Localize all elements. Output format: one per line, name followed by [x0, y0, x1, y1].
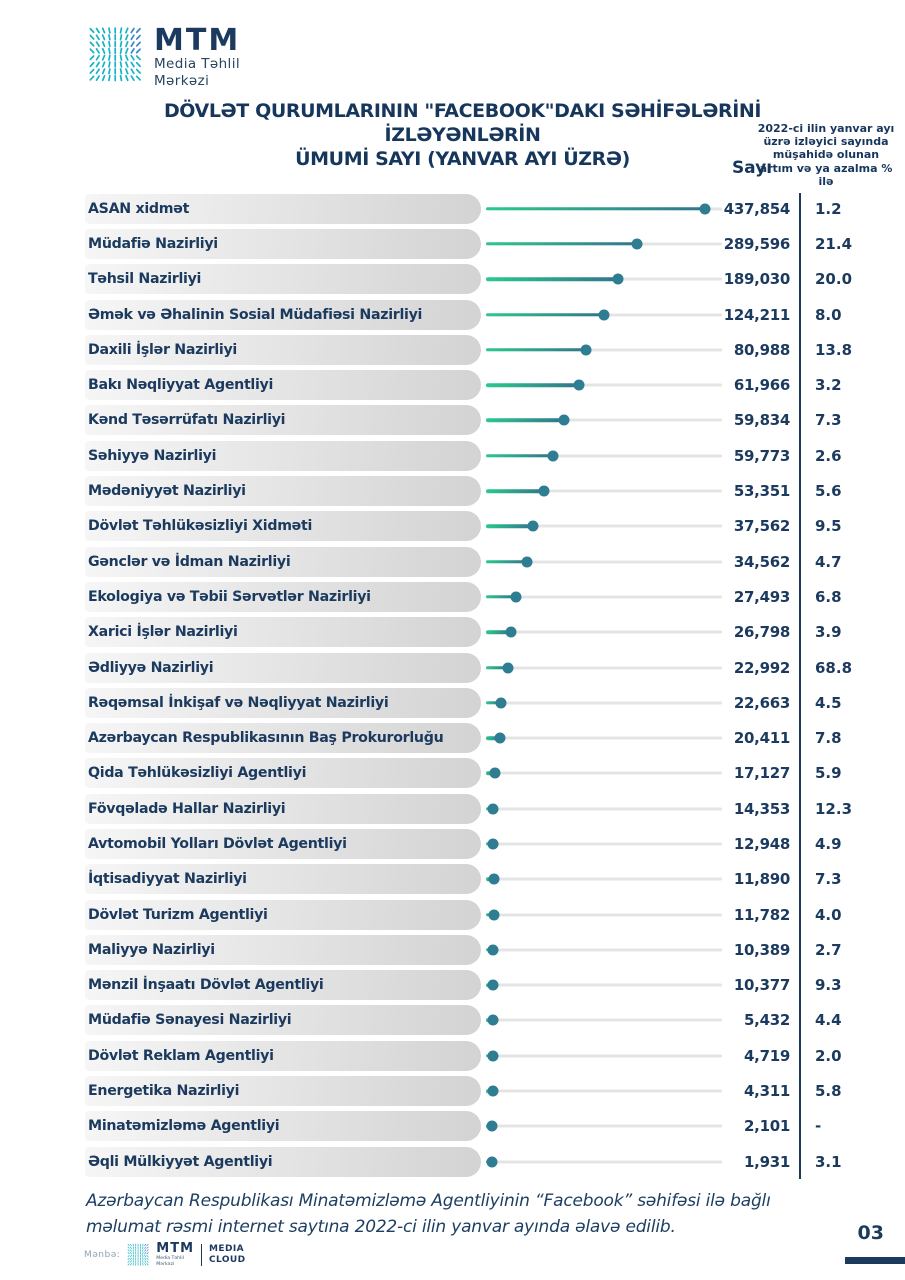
org-row — [85, 1109, 895, 1144]
lollipop-bar — [486, 413, 722, 427]
bar-track — [486, 595, 722, 598]
org-label-pill — [85, 653, 481, 683]
org-label-pill — [85, 758, 481, 788]
follower-count: 14,353 — [733, 799, 790, 818]
bar-dot — [496, 697, 507, 708]
org-row — [85, 297, 895, 332]
follower-count: 22,663 — [733, 693, 790, 712]
lollipop-bar — [486, 590, 722, 604]
follower-count: 2,101 — [744, 1117, 790, 1136]
org-row — [85, 1073, 895, 1108]
org-label: Daxili İşlər Nazirliyi — [88, 341, 237, 358]
change-percent: 8.0 — [815, 305, 842, 324]
bar-line — [486, 489, 544, 493]
change-percent: 7.3 — [815, 411, 842, 430]
org-label: Əmək və Əhalinin Sosial Müdafiəsi Nazirliyi — [88, 306, 423, 323]
change-percent: 7.8 — [815, 729, 842, 748]
org-row — [85, 332, 895, 367]
org-row — [85, 1038, 895, 1073]
org-label: Fövqəladə Hallar Nazirliyi — [88, 800, 286, 817]
bar-dot — [599, 309, 610, 320]
column-header-count: Sayı — [731, 158, 773, 178]
org-label: Təhsil Nazirliyi — [88, 271, 202, 288]
bar-track — [486, 1054, 722, 1057]
org-label-pill — [85, 723, 481, 753]
org-label: Avtomobil Yolları Dövlət Agentliyi — [88, 835, 347, 852]
bar-dot — [522, 556, 533, 567]
follower-count: 20,411 — [733, 729, 790, 748]
bar-dot — [487, 1156, 498, 1167]
follower-count: 11,782 — [733, 905, 790, 924]
bar-track — [486, 878, 722, 881]
bar-dot — [632, 238, 643, 249]
brand-name: MTM — [154, 23, 241, 58]
bar-line — [486, 348, 586, 352]
org-label-pill — [85, 476, 481, 506]
change-percent: 13.8 — [815, 340, 853, 359]
org-row — [85, 650, 895, 685]
lollipop-bar — [486, 872, 722, 886]
org-row — [85, 1003, 895, 1038]
bar-dot — [510, 591, 521, 602]
org-row — [85, 897, 895, 932]
brand-subtitle-line2: Mərkəzi — [154, 72, 210, 89]
bar-line — [486, 419, 564, 423]
bar-track — [486, 1160, 722, 1163]
mtm-logo-small-icon — [127, 1243, 149, 1266]
bar-dot — [487, 1015, 498, 1026]
footnote: Azərbaycan Respublikası Minatəmizləmə Agentliyinin “Facebook” səhifəsi ilə bağlı məlumat rəsmi internet saytına 2022-ci ilin yanvar ayında əlavə edilib. — [86, 1191, 771, 1238]
bar-dot — [487, 1121, 498, 1132]
org-label-pill — [85, 829, 481, 859]
org-label-pill — [85, 547, 481, 577]
lollipop-bar — [486, 1119, 722, 1133]
org-label-pill — [85, 300, 481, 330]
org-label: ASAN xidmət — [88, 200, 190, 217]
org-label-pill — [85, 1147, 481, 1177]
lollipop-bar — [486, 343, 722, 357]
org-row — [85, 615, 895, 650]
follower-count: 80,988 — [733, 340, 790, 359]
change-percent: 4.5 — [815, 693, 842, 712]
brand-subtitle-line1: Media Təhlil — [154, 56, 240, 72]
change-percent: 1.2 — [815, 199, 842, 218]
follower-count: 11,890 — [733, 870, 790, 889]
bar-line — [486, 313, 604, 317]
org-label: Müdafiə Nazirliyi — [88, 235, 218, 252]
lollipop-bar — [486, 555, 722, 569]
lollipop-bar — [486, 802, 722, 816]
bar-track — [486, 948, 722, 951]
org-label: Energetika Nazirliyi — [88, 1083, 240, 1100]
change-percent: 5.8 — [815, 1082, 842, 1101]
mtm-logo — [88, 23, 241, 90]
bar-track — [486, 913, 722, 916]
lollipop-bar — [486, 661, 722, 675]
page-number: 03 — [857, 1222, 884, 1244]
lollipop-bar — [486, 943, 722, 957]
org-label-pill — [85, 582, 481, 612]
lollipop-bar — [486, 1155, 722, 1169]
bar-dot — [488, 980, 499, 991]
org-row — [85, 544, 895, 579]
org-label: Səhiyyə Nazirliyi — [88, 447, 217, 464]
partner-line1: MEDIA — [209, 1244, 244, 1255]
follower-count: 189,030 — [723, 270, 790, 289]
rows — [85, 191, 895, 1179]
org-label: Rəqəmsal İnkişaf və Nəqliyyat Nazirliyi — [88, 694, 389, 711]
column-header-change: 2022-ci ilin yanvar ayı üzrə izləyici sayında müşahidə olunan artım və ya azalma % ilə — [757, 122, 895, 188]
source-brand-sub2: Mərkəzi — [156, 1261, 175, 1267]
org-row — [85, 367, 895, 402]
lollipop-bar — [486, 519, 722, 533]
mtm-logo-icon — [88, 26, 142, 82]
org-label-pill — [85, 688, 481, 718]
org-label-pill — [85, 405, 481, 435]
org-label-pill — [85, 1076, 481, 1106]
org-row — [85, 968, 895, 1003]
org-label-pill — [85, 194, 481, 224]
lollipop-bar — [486, 484, 722, 498]
lollipop-bar — [486, 625, 722, 639]
org-row — [85, 756, 895, 791]
bar-dot — [700, 203, 711, 214]
page-title-line2: ÜMUMİ SAYI (YANVAR AYI ÜZRƏ) — [295, 147, 630, 170]
lollipop-bar — [486, 1049, 722, 1063]
change-percent: 12.3 — [815, 799, 853, 818]
change-percent: 2.6 — [815, 446, 842, 465]
org-label-pill — [85, 970, 481, 1000]
bar-line — [486, 207, 705, 211]
org-label: Qida Təhlükəsizliyi Agentliyi — [88, 765, 307, 782]
org-label: Azərbaycan Respublikasının Baş Prokurorluğu — [88, 730, 444, 747]
change-percent: 4.9 — [815, 834, 842, 853]
org-label: Əqli Mülkiyyət Agentliyi — [88, 1153, 273, 1170]
change-percent: 3.9 — [815, 623, 842, 642]
org-label-pill — [85, 370, 481, 400]
org-row — [85, 509, 895, 544]
bar-track — [486, 1090, 722, 1093]
follower-count: 34,562 — [733, 552, 790, 571]
lollipop-bar — [486, 378, 722, 392]
change-percent: 2.0 — [815, 1046, 842, 1065]
lollipop-bar — [486, 731, 722, 745]
org-label-pill — [85, 229, 481, 259]
change-percent: 6.8 — [815, 587, 842, 606]
org-row — [85, 403, 895, 438]
lollipop-bar — [486, 272, 722, 286]
org-label: Minatəmizləmə Agentliyi — [88, 1118, 280, 1135]
org-label: Dövlət Təhlükəsizliyi Xidməti — [88, 518, 313, 535]
org-label-pill — [85, 264, 481, 294]
bar-dot — [488, 944, 499, 955]
org-row — [85, 720, 895, 755]
bar-line — [486, 383, 579, 387]
bar-dot — [505, 627, 516, 638]
page-number-bar — [845, 1257, 905, 1264]
bar-dot — [488, 803, 499, 814]
bar-line — [486, 525, 533, 529]
bar-dot — [487, 1050, 498, 1061]
bar-dot — [494, 733, 505, 744]
change-percent: 9.5 — [815, 517, 842, 536]
org-label-pill — [85, 1041, 481, 1071]
org-row — [85, 579, 895, 614]
org-label: Kənd Təsərrüfatı Nazirliyi — [88, 412, 286, 429]
org-label: Xarici İşlər Nazirliyi — [88, 624, 238, 641]
org-label-pill — [85, 335, 481, 365]
follower-count: 53,351 — [733, 482, 790, 501]
page-title-line1: DÖVLƏT QURUMLARININ "FACEBOOK"DAKI SƏHİFƏLƏRİNİ İZLƏYƏNLƏRİN — [163, 100, 762, 146]
org-row — [85, 685, 895, 720]
change-percent: 3.2 — [815, 376, 842, 395]
org-row — [85, 826, 895, 861]
org-label: Maliyyə Nazirliyi — [88, 941, 215, 958]
lollipop-bar — [486, 766, 722, 780]
follower-count: 10,377 — [733, 976, 790, 995]
org-label-pill — [85, 1005, 481, 1035]
org-row — [85, 191, 895, 226]
bar-track — [486, 984, 722, 987]
org-label-pill — [85, 935, 481, 965]
bar-line — [486, 242, 637, 246]
org-label-pill — [85, 511, 481, 541]
media-cloud-logo — [209, 1244, 245, 1265]
lollipop-bar — [486, 308, 722, 322]
follower-count: 10,389 — [733, 940, 790, 959]
bar-track — [486, 842, 722, 845]
org-row — [85, 262, 895, 297]
follower-count: 1,931 — [744, 1152, 790, 1171]
change-percent: 7.3 — [815, 870, 842, 889]
bar-track — [486, 807, 722, 810]
bar-dot — [558, 415, 569, 426]
bar-track — [486, 1019, 722, 1022]
change-percent: 5.9 — [815, 764, 842, 783]
org-label-pill — [85, 617, 481, 647]
org-row — [85, 438, 895, 473]
lollipop-bar — [486, 696, 722, 710]
change-percent: 4.0 — [815, 905, 842, 924]
org-label: Mənzil İnşaatı Dövlət Agentliyi — [88, 977, 324, 994]
bar-dot — [574, 380, 585, 391]
follower-count: 27,493 — [733, 587, 790, 606]
change-percent: - — [815, 1117, 822, 1136]
follower-count: 37,562 — [733, 517, 790, 536]
bar-dot — [488, 838, 499, 849]
change-percent: 68.8 — [815, 658, 853, 677]
org-row — [85, 932, 895, 967]
bar-track — [486, 701, 722, 704]
follower-count: 12,948 — [733, 834, 790, 853]
follower-count: 5,432 — [744, 1011, 790, 1030]
follower-count: 437,854 — [723, 199, 790, 218]
org-label-pill — [85, 794, 481, 824]
bar-line — [486, 277, 618, 281]
lollipop-bar — [486, 202, 722, 216]
follower-count: 59,773 — [733, 446, 790, 465]
bar-dot — [528, 521, 539, 532]
lollipop-bar — [486, 449, 722, 463]
change-percent: 4.7 — [815, 552, 842, 571]
bar-track — [486, 772, 722, 775]
org-label-pill — [85, 1111, 481, 1141]
change-percent: 21.4 — [815, 234, 853, 253]
org-row — [85, 791, 895, 826]
bar-dot — [613, 274, 624, 285]
follower-count: 289,596 — [723, 234, 790, 253]
bar-dot — [489, 874, 500, 885]
follower-count: 59,834 — [733, 411, 790, 430]
bar-dot — [581, 344, 592, 355]
org-label: Dövlət Reklam Agentliyi — [88, 1047, 274, 1064]
org-label-pill — [85, 441, 481, 471]
bar-track — [486, 631, 722, 634]
bar-dot — [538, 486, 549, 497]
change-percent: 20.0 — [815, 270, 853, 289]
org-row — [85, 1144, 895, 1179]
bar-track — [486, 666, 722, 669]
follower-count: 26,798 — [733, 623, 790, 642]
bar-line — [486, 454, 553, 458]
follower-count: 124,211 — [723, 305, 790, 324]
follower-count: 4,719 — [744, 1046, 790, 1065]
org-label: Dövlət Turizm Agentliyi — [88, 906, 268, 923]
source-separator — [201, 1244, 202, 1266]
org-label: Gənclər və İdman Nazirliyi — [88, 553, 291, 570]
bar-dot — [488, 909, 499, 920]
org-row — [85, 226, 895, 261]
bar-track — [486, 1125, 722, 1128]
follower-count: 4,311 — [744, 1082, 790, 1101]
change-percent: 3.1 — [815, 1152, 842, 1171]
org-label: Ədliyyə Nazirliyi — [88, 659, 214, 676]
follower-count: 17,127 — [733, 764, 790, 783]
source-brand-name: MTM — [156, 1241, 195, 1256]
source-label: Mənbə: — [84, 1249, 121, 1260]
org-label-pill — [85, 864, 481, 894]
org-row — [85, 862, 895, 897]
partner-line2: CLOUD — [209, 1254, 246, 1265]
lollipop-bar — [486, 837, 722, 851]
org-label: Müdafiə Sənayesi Nazirliyi — [88, 1012, 292, 1029]
bar-dot — [548, 450, 559, 461]
org-label-pill — [85, 900, 481, 930]
follower-count: 22,992 — [733, 658, 790, 677]
source-brand-sub1: Media Təhlil — [156, 1255, 184, 1261]
bar-dot — [490, 768, 501, 779]
org-label: Mədəniyyət Nazirliyi — [88, 483, 246, 500]
bar-dot — [503, 662, 514, 673]
lollipop-bar — [486, 1013, 722, 1027]
bar-dot — [487, 1086, 498, 1097]
lollipop-bar — [486, 978, 722, 992]
change-percent: 2.7 — [815, 940, 842, 959]
org-label: İqtisadiyyat Nazirliyi — [88, 871, 247, 888]
column-divider-line — [799, 193, 801, 1179]
change-percent: 4.4 — [815, 1011, 842, 1030]
lollipop-bar — [486, 237, 722, 251]
lollipop-bar — [486, 1084, 722, 1098]
change-percent: 5.6 — [815, 482, 842, 501]
org-row — [85, 473, 895, 508]
follower-count: 61,966 — [733, 376, 790, 395]
lollipop-bar — [486, 908, 722, 922]
org-label: Bakı Nəqliyyat Agentliyi — [88, 377, 274, 394]
bar-track — [486, 737, 722, 740]
source-block — [84, 1242, 246, 1267]
change-percent: 9.3 — [815, 976, 842, 995]
org-label: Ekologiya və Təbii Sərvətlər Nazirliyi — [88, 588, 371, 605]
